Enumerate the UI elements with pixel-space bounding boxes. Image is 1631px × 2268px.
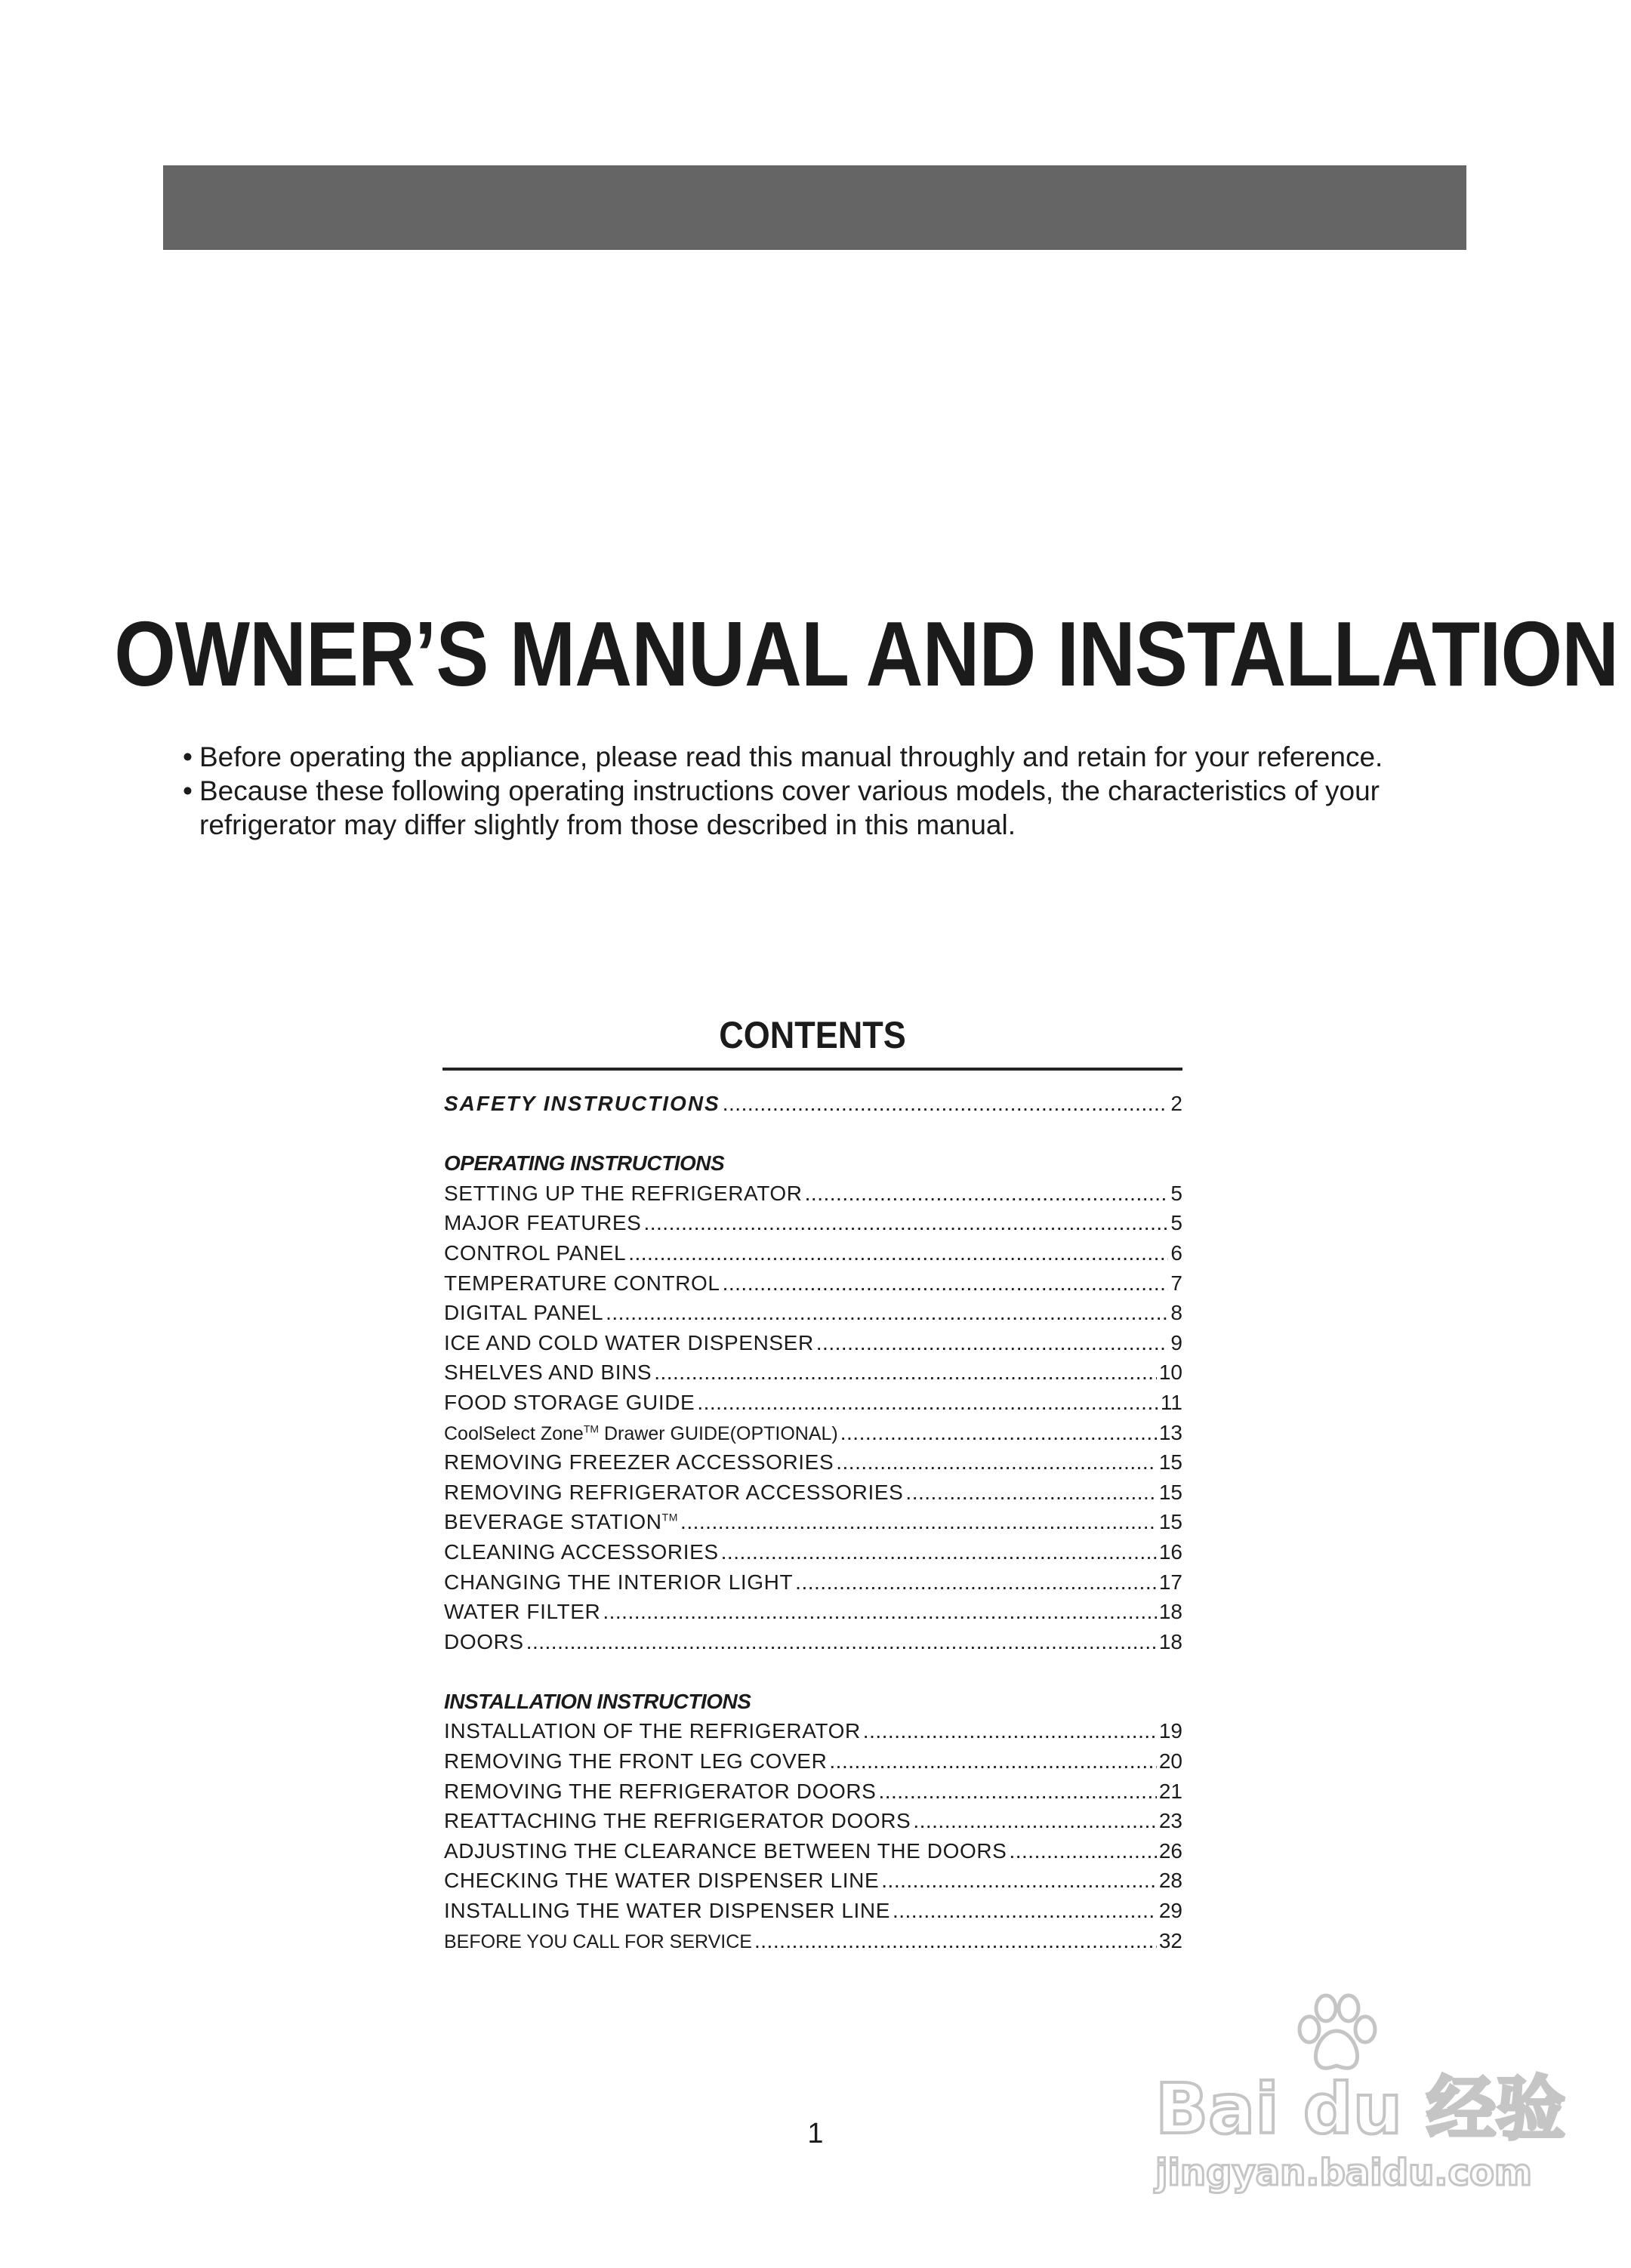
toc-entry-label: REMOVING THE REFRIGERATOR DOORS [444,1779,877,1803]
toc-entry[interactable] [444,1597,1182,1627]
toc-leader-dots [721,1537,1157,1567]
toc-entry-page: 20 [1158,1749,1182,1773]
toc-entry[interactable] [444,1746,1182,1776]
toc-leader-dots [905,1478,1156,1508]
toc-entry[interactable] [444,1567,1182,1598]
toc-leader-dots [643,1208,1168,1238]
intro-bullet [183,774,1474,842]
toc-leader-dots [840,1418,1157,1448]
toc-entry-label: REMOVING FREEZER ACCESSORIES [444,1450,834,1475]
toc-entry-label: REMOVING REFRIGERATOR ACCESSORIES [444,1480,904,1504]
toc-entry-label: CHANGING THE INTERIOR LIGHT [444,1570,794,1594]
toc-leader-dots [723,1268,1169,1299]
toc-entry-page: 10 [1158,1360,1182,1385]
toc-entry-safety[interactable] [444,1089,1182,1119]
toc-entry-label: INSTALLING THE WATER DISPENSER LINE [444,1899,890,1923]
toc-entry-page: 23 [1158,1809,1182,1833]
toc-entry[interactable] [444,1447,1182,1478]
toc-entry-label [444,1419,838,1448]
toc-entry-label: DOORS [444,1629,524,1653]
toc-entry-page: 18 [1158,1600,1182,1624]
toc-entry-page: 16 [1158,1539,1182,1564]
toc-entry-label: REMOVING THE FRONT LEG COVER [444,1749,828,1773]
toc-leader-dots [697,1388,1158,1418]
toc-operating-list [444,1179,1182,1657]
toc-entry-label: ADJUSTING THE CLEARANCE BETWEEN THE DOORS [444,1838,1007,1863]
toc-entry[interactable] [444,1716,1182,1746]
toc-leader-dots [1009,1836,1156,1866]
table-of-contents [444,1089,1182,1955]
toc-entry-label: CONTROL PANEL [444,1240,627,1265]
toc-leader-dots [878,1776,1156,1807]
toc-leader-dots [805,1179,1169,1209]
page-title: OWNER’S MANUAL AND INSTALLATION [114,602,1619,705]
toc-entry[interactable] [444,1507,1182,1537]
toc-leader-dots [816,1328,1169,1358]
toc-entry-page: 13 [1158,1420,1182,1444]
toc-leader-dots [606,1298,1168,1328]
toc-entry-page: 19 [1158,1719,1182,1743]
toc-leader-dots [829,1746,1156,1776]
toc-entry[interactable] [444,1776,1182,1807]
toc-spacer [444,1119,1182,1149]
toc-entry-page: 21 [1158,1779,1182,1803]
toc-entry-page: 6 [1170,1240,1182,1265]
toc-entry-label: FOOD STORAGE GUIDE [444,1390,695,1414]
toc-leader-dots [893,1896,1157,1926]
intro-bullet [183,740,1474,774]
toc-entry[interactable] [444,1866,1182,1896]
watermark-url: jingyan.baidu.com [1155,2152,1532,2194]
bullet-dot: • [183,741,193,772]
toc-leader-dots [526,1627,1157,1657]
toc-entry[interactable] [444,1298,1182,1328]
toc-entry[interactable] [444,1238,1182,1268]
toc-entry-label: SAFETY INSTRUCTIONS [444,1092,720,1115]
toc-leader-dots [836,1447,1157,1478]
toc-section-operating: OPERATING INSTRUCTIONS [444,1151,725,1176]
toc-leader-dots [628,1238,1168,1268]
toc-entry[interactable] [444,1836,1182,1866]
toc-entry-label: DIGITAL PANEL [444,1301,604,1325]
toc-installation-list [444,1716,1182,1955]
watermark-brand: Bai du 经验 [1155,2069,1566,2149]
toc-entry[interactable] [444,1328,1182,1358]
toc-entry-page: 15 [1158,1510,1182,1534]
toc-entry-label-text: BEVERAGE STATION [444,1510,662,1534]
toc-leader-dots [795,1567,1157,1598]
toc-entry-page: 9 [1170,1330,1182,1354]
toc-leader-dots [723,1089,1169,1119]
toc-entry[interactable] [444,1268,1182,1299]
toc-entry-label: INSTALLATION OF THE REFRIGERATOR [444,1719,861,1743]
toc-leader-dots [603,1597,1157,1627]
bullet-dot: • [183,775,193,806]
toc-entry-page: 26 [1158,1838,1182,1863]
toc-entry-label: SHELVES AND BINS [444,1360,652,1385]
intro-notes [183,740,1474,842]
toc-leader-dots [680,1507,1157,1537]
toc-entry-page: 15 [1158,1450,1182,1475]
toc-entry-page: 15 [1158,1480,1182,1504]
toc-entry-label: ICE AND COLD WATER DISPENSER [444,1330,814,1354]
toc-entry[interactable] [444,1537,1182,1567]
toc-entry[interactable] [444,1926,1182,1956]
toc-entry[interactable] [444,1388,1182,1418]
toc-entry-page: 17 [1158,1570,1182,1594]
toc-entry-label: CHECKING THE WATER DISPENSER LINE [444,1869,880,1893]
trademark-mark: TM [661,1511,679,1524]
toc-entry-page: 28 [1158,1869,1182,1893]
toc-entry-page: 29 [1158,1899,1182,1923]
toc-entry-page: 5 [1170,1211,1182,1235]
toc-entry-page: 8 [1170,1301,1182,1325]
toc-entry-label-text: CoolSelect Zone [444,1422,584,1444]
toc-entry[interactable] [444,1179,1182,1209]
contents-title: CONTENTS [719,1014,906,1056]
toc-entry-label [444,1507,678,1537]
baidu-watermark [1155,1993,1566,2220]
intro-bullet-text: Because these following operating instructions cover various models, the characteristics of your refrigerator may differ slightly from those described in this manual. [199,775,1380,840]
toc-entry[interactable] [444,1478,1182,1508]
trademark-mark: TM [583,1422,600,1435]
toc-entry-label: MAJOR FEATURES [444,1211,642,1235]
toc-entry[interactable] [444,1896,1182,1926]
page-number: 1 [807,2118,824,2149]
toc-entry[interactable] [444,1357,1182,1388]
toc-leader-dots [654,1357,1157,1388]
toc-entry-page: 18 [1158,1629,1182,1653]
toc-entry-page: 5 [1170,1181,1182,1205]
toc-entry-label: REATTACHING THE REFRIGERATOR DOORS [444,1809,911,1833]
toc-entry-page: 7 [1170,1271,1182,1295]
toc-leader-dots [863,1716,1157,1746]
toc-entry-page: 32 [1158,1928,1182,1952]
toc-entry-label: CLEANING ACCESSORIES [444,1539,719,1564]
toc-spacer [444,1656,1182,1687]
toc-entry[interactable] [444,1208,1182,1238]
toc-entry[interactable] [444,1418,1182,1448]
toc-leader-dots [913,1806,1157,1836]
toc-leader-dots [754,1926,1157,1956]
toc-section-installation: INSTALLATION INSTRUCTIONS [444,1689,751,1713]
toc-entry-label: BEFORE YOU CALL FOR SERVICE [444,1931,752,1952]
toc-entry-label: TEMPERATURE CONTROL [444,1271,720,1295]
toc-leader-dots [881,1866,1157,1896]
toc-entry[interactable] [444,1806,1182,1836]
toc-entry-label: WATER FILTER [444,1600,601,1624]
header-bar [163,165,1466,250]
toc-entry[interactable] [444,1627,1182,1657]
contents-divider [442,1068,1182,1071]
toc-entry-page: 11 [1160,1390,1182,1414]
toc-entry-label-suffix: Drawer GUIDE(OPTIONAL) [599,1422,838,1444]
intro-bullet-text: Before operating the appliance, please read this manual throughly and retain for your reference. [199,741,1383,772]
toc-entry-page: 2 [1170,1092,1182,1115]
toc-entry-label: SETTING UP THE REFRIGERATOR [444,1181,803,1205]
